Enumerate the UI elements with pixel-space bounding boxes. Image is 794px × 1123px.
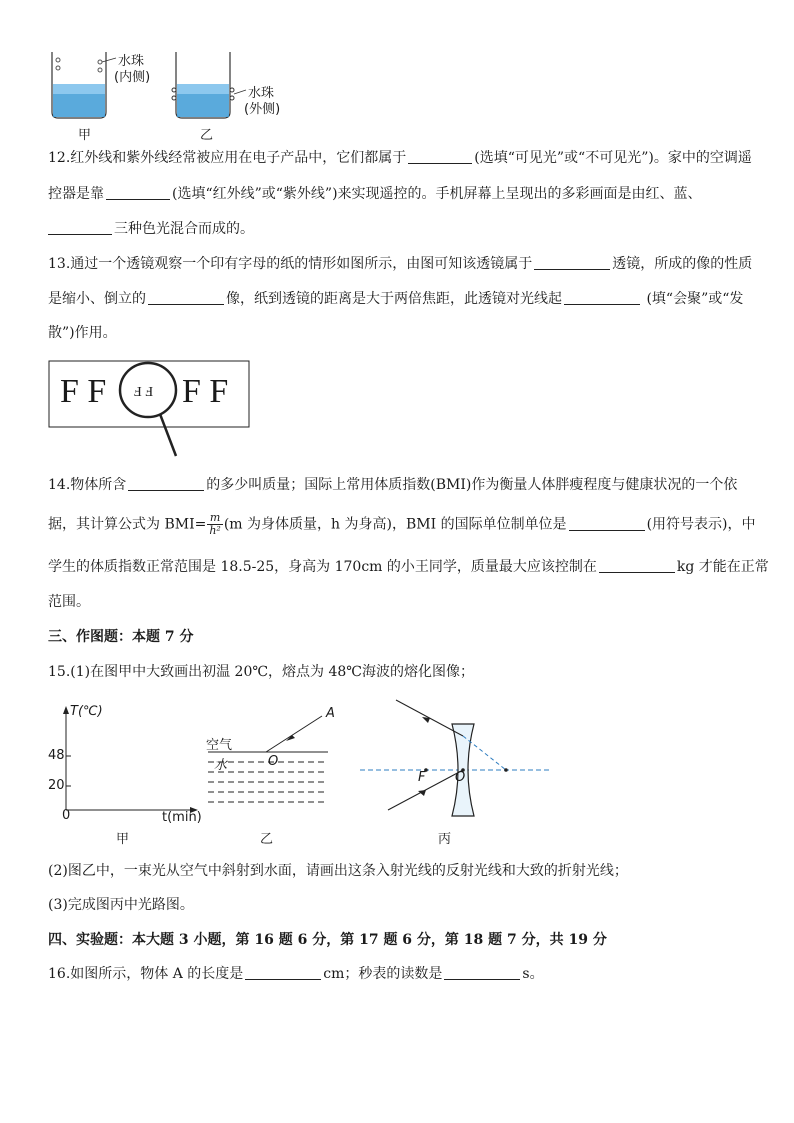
beaker-yi <box>172 52 246 118</box>
q14-text-2c: (用符号表示)，中 <box>646 516 756 533</box>
q14-line-4 <box>48 592 90 612</box>
q13-text-2a: 是缩小、倒立的 <box>48 291 146 307</box>
label-o-bing: O <box>455 770 466 785</box>
q15-line-3: (3)完成图丙中光路图。 <box>48 897 194 913</box>
fraction-numerator: m <box>207 512 223 525</box>
q12-line-1 <box>48 148 752 168</box>
q12-line-3 <box>48 219 254 239</box>
label-o-yi: O <box>268 754 279 769</box>
q12-blank-3[interactable] <box>48 220 112 235</box>
fraction-denominator: h² <box>209 524 221 537</box>
graph-jia <box>44 700 204 850</box>
q13-text-2c: (填“会聚”或“发 <box>642 291 744 307</box>
label-outer-2: (外侧) <box>244 102 281 117</box>
q14-line-1 <box>48 475 737 495</box>
q16-text-1b: cm；秒表的读数是 <box>323 966 443 982</box>
section-3-heading: 三、作图题：本题 7 分 <box>48 629 194 645</box>
caption-yi-fig: 乙 <box>260 832 274 847</box>
q13-text-2b: 像，纸到透镜的距离是大于两倍焦距，此透镜对光线起 <box>226 291 562 307</box>
q14-blank-1[interactable] <box>128 476 204 491</box>
q13-line-2 <box>48 289 743 309</box>
origin-label: 0 <box>62 808 71 823</box>
figure-bing <box>356 690 556 850</box>
q12-text-1b: (选填“可见光”或“不可见光”)。家中的空调遥 <box>474 150 752 166</box>
q12-blank-1[interactable] <box>408 149 472 164</box>
q14-line-3 <box>48 557 769 577</box>
q15-line-2: (2)图乙中，一束光从空气中斜射到水面，请画出这条入射光线的反射光线和大致的折射光线； <box>48 863 628 879</box>
q14-blank-3[interactable] <box>599 558 675 573</box>
q13-line-3 <box>48 323 117 343</box>
caption-graph-jia: 甲 <box>116 832 130 847</box>
label-air: 空气 <box>206 738 233 753</box>
section-4-heading: 四、实验题：本大题 3 小题，第 16 题 6 分，第 17 题 6 分，第 18 题 7 分，共 19 分 <box>48 932 607 948</box>
q16-text-1c: s。 <box>522 966 544 982</box>
q16-blank-1[interactable] <box>245 965 321 980</box>
q12-line-2 <box>48 184 702 204</box>
q16-blank-2[interactable] <box>444 965 520 980</box>
q14-text-2a: 据，其计算公式为 BMI= <box>48 516 207 533</box>
q12-text-1a: 12.红外线和紫外线经常被应用在电子产品中，它们都属于 <box>48 150 407 166</box>
q13-text-1a: 13.通过一个透镜观察一个印有字母的纸的情形如图所示，由图可知该透镜属于 <box>48 256 533 272</box>
q14-text-4: 范围。 <box>48 594 90 610</box>
beaker-jia <box>52 52 116 118</box>
q16-text-1a: 16.如图所示，物体 A 的长度是 <box>48 966 244 982</box>
q14-text-3a: 学生的体质指数正常范围是 18.5-25，身高为 170cm 的小王同学，质量最大应该控制在 <box>48 559 597 575</box>
q14-text-1a: 14.物体所含 <box>48 477 127 493</box>
q14-text-2b: (m 为身体质量，h 为身高)，BMI 的国际单位制单位是 <box>223 516 567 533</box>
q14-text-1b: 的多少叫质量；国际上常用体质指数(BMI)作为衡量人体胖瘦程度与健康状况的一个依 <box>206 477 738 493</box>
graph-ylabel: T(℃) <box>70 704 103 719</box>
q12-text-3b: 三种色光混合而成的。 <box>114 221 254 237</box>
caption-yi: 乙 <box>200 128 214 143</box>
beaker-figure <box>44 44 294 144</box>
q13-blank-2[interactable] <box>148 290 224 305</box>
caption-bing: 丙 <box>438 832 452 847</box>
q16-line-1 <box>48 964 544 984</box>
label-water: 水 <box>214 758 228 773</box>
letters-inside-lens: F F <box>134 383 154 398</box>
label-f: F <box>418 770 426 785</box>
q15-line-1: 15.(1)在图甲中大致画出初温 20℃，熔点为 48℃海波的熔化图像； <box>48 664 474 680</box>
q13-text-1b: 透镜，所成的像的性质 <box>612 256 753 272</box>
tick-20: 20 <box>48 778 65 793</box>
q14-text-3b: kg 才能在正常 <box>676 559 769 575</box>
caption-jia: 甲 <box>78 128 92 143</box>
q12-text-2a: 控器是靠 <box>48 186 104 202</box>
label-inner-2: (内侧) <box>114 70 151 85</box>
q12-text-2b: (选填“红外线”或“紫外线”)来实现遥控的。手机屏幕上呈现出的多彩画面是由红、蓝、 <box>172 186 702 202</box>
q14-blank-2[interactable] <box>569 516 645 531</box>
bmi-fraction <box>207 512 223 537</box>
q13-blank-3[interactable] <box>564 290 640 305</box>
q13-text-3: 散”)作用。 <box>48 325 117 341</box>
letters-right: F F <box>182 373 229 410</box>
tick-48: 48 <box>48 748 65 763</box>
letters-left: F F <box>60 373 107 410</box>
label-a: A <box>326 706 335 721</box>
q12-blank-2[interactable] <box>106 185 170 200</box>
q14-line-2 <box>48 512 756 537</box>
figure-yi <box>204 700 336 850</box>
label-inner-1: 水珠 <box>118 54 145 69</box>
graph-xlabel: t(min) <box>162 810 202 825</box>
lens-figure <box>48 360 252 460</box>
label-outer-1: 水珠 <box>248 86 275 101</box>
q13-line-1 <box>48 254 752 274</box>
q13-blank-1[interactable] <box>534 255 610 270</box>
